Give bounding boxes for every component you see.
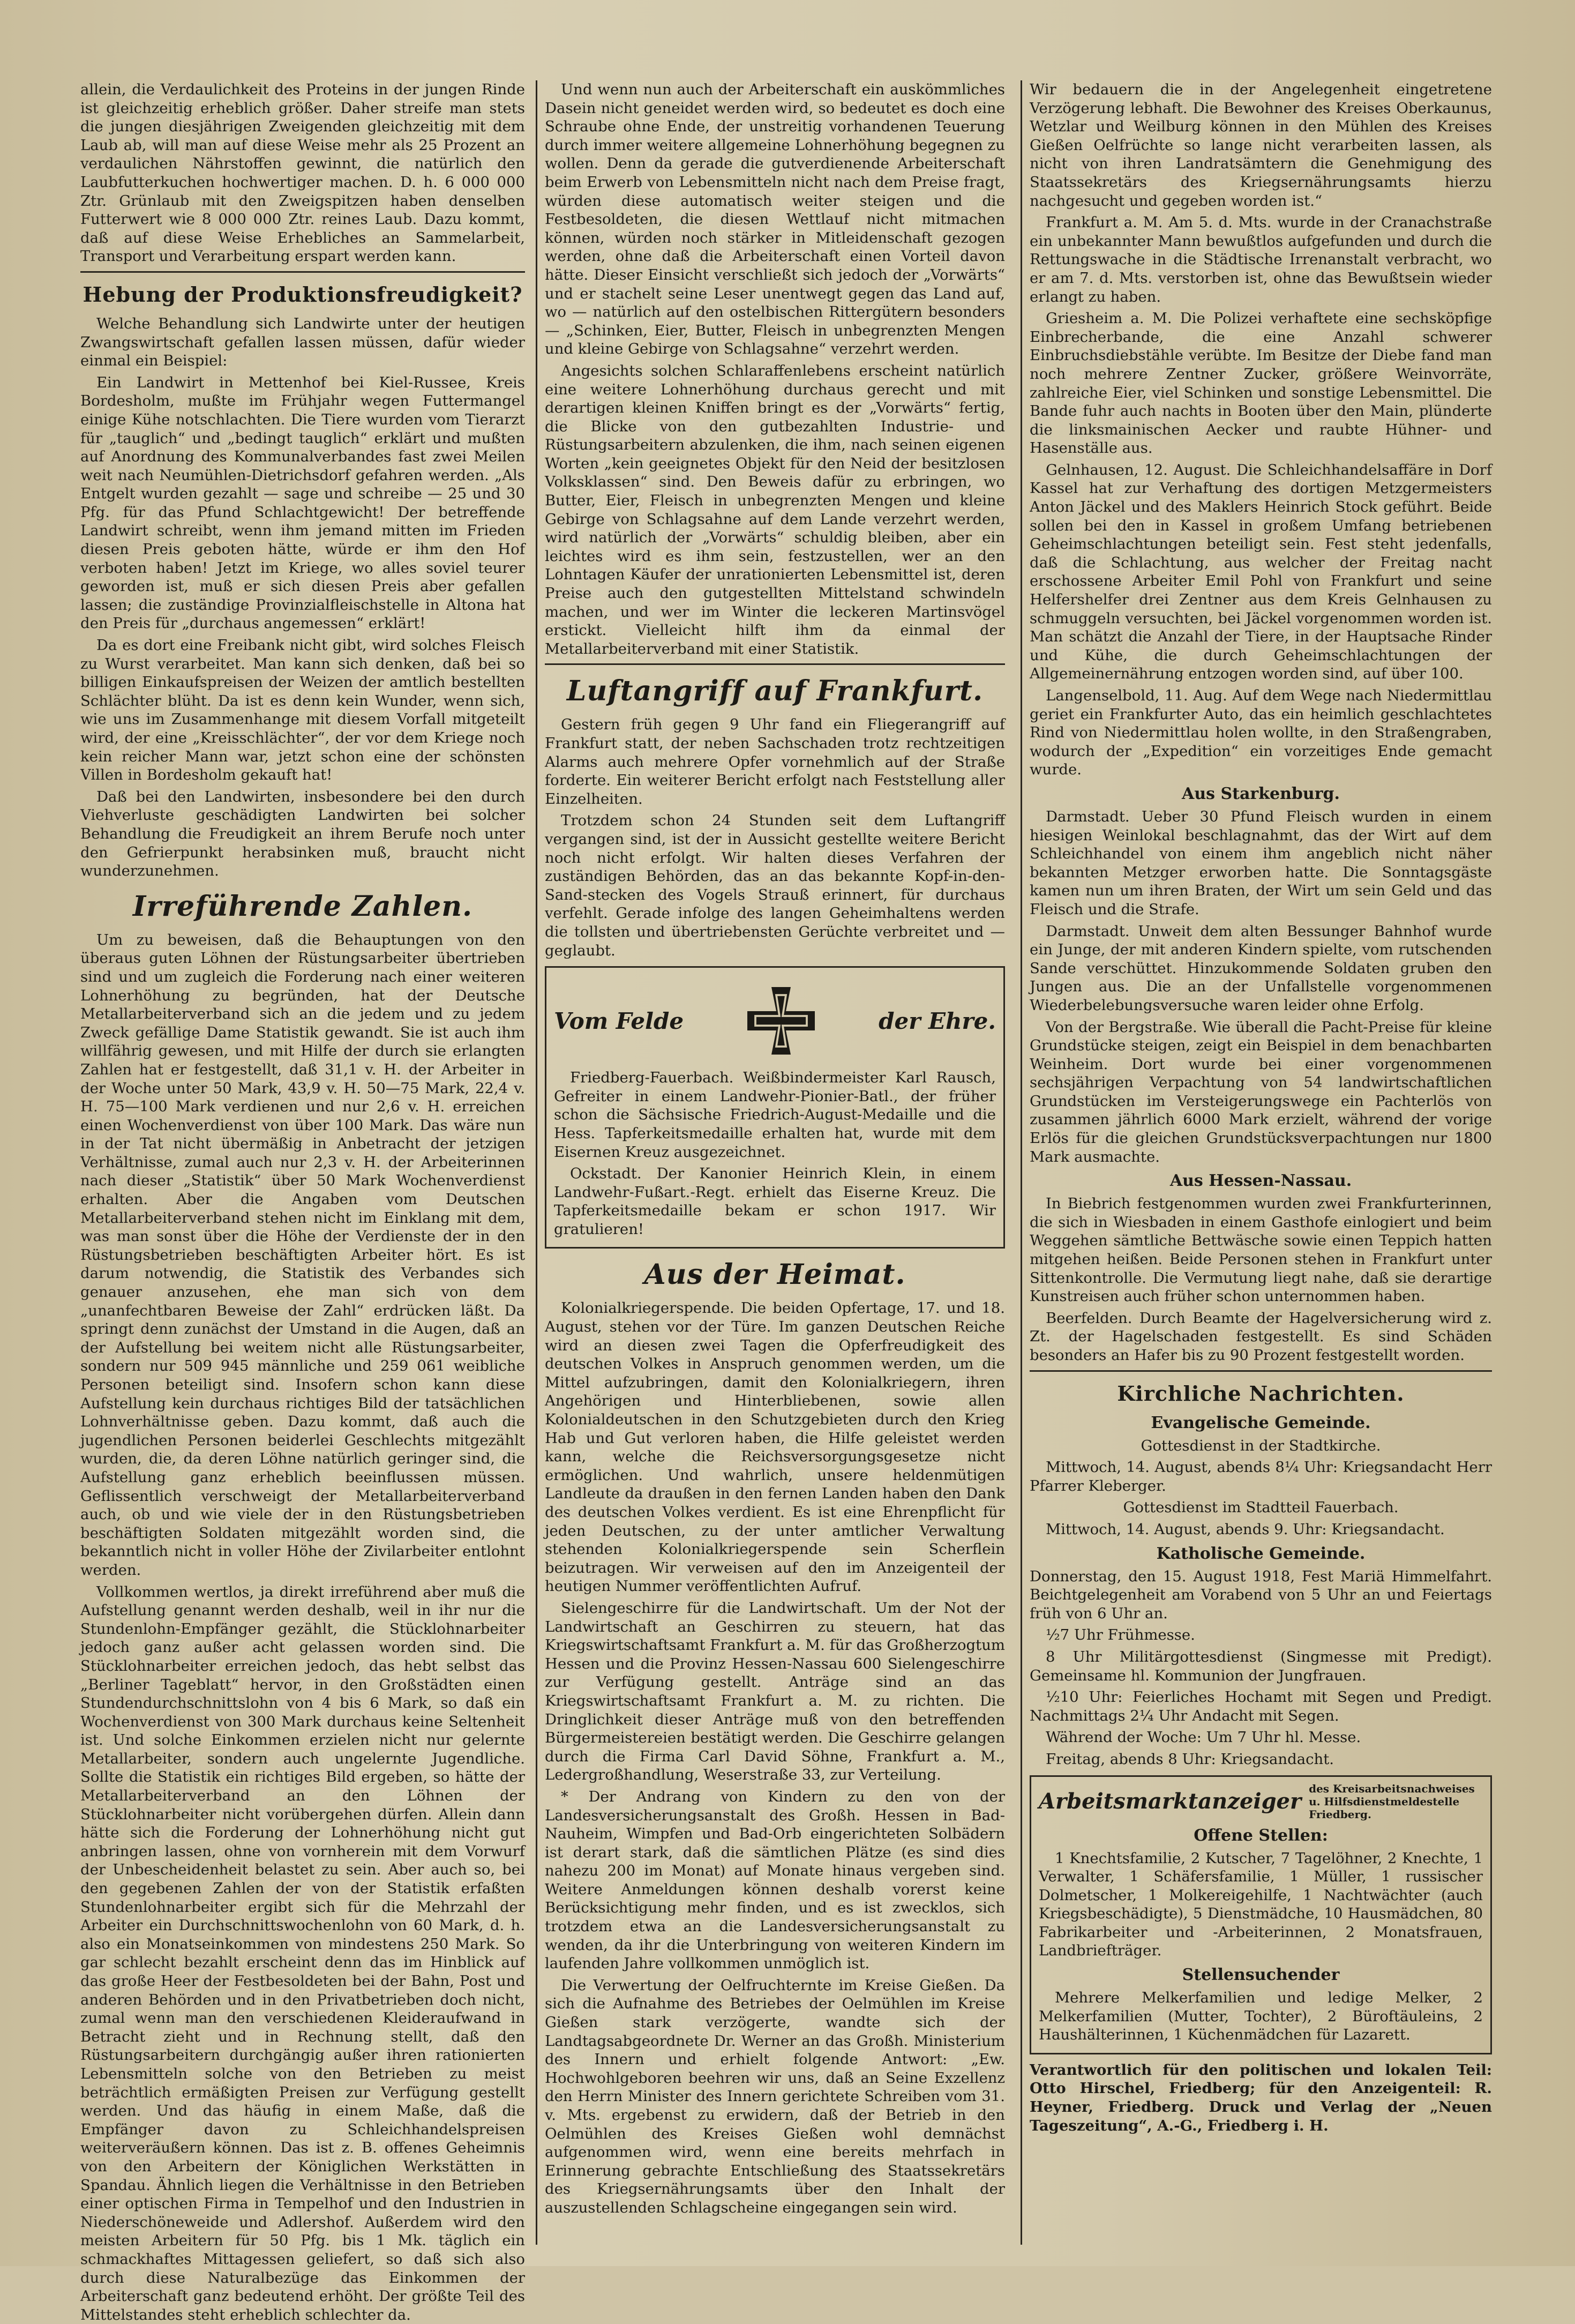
paragraph: Friedberg-Fauerbach. Weißbindermeister Karl Rausch, Gefreiter in einem Landwehr-Pionier-Batl., der früher schon die Sächsische Friedrich-August-Medaille und die Hess. Tapferkeitsmedaille erhalten hat, wurde mit dem Eisernen Kreuz ausgezeichnet. (554, 1069, 996, 1161)
labor-market-header (1039, 1782, 1483, 1821)
paragraph: Und wenn nun auch der Arbeiterschaft ein auskömmliches Dasein nicht geneidet werden wird, so bedeutet es doch eine Schraube ohne Ende, der unstreitig vorhandenen Teuerung durch immer weitere allgemeine Lohnerhöhung begegnen zu wollen. Denn da gerade die gutverdienende Arbeiterschaft beim Erwerb von Lebensmitteln nicht nach dem Preise fragt, würden diese automatisch weiter steigen und die Festbesoldeten, die diesen Wettlauf nicht mitmachen können, würden noch stärker in Mitleidenschaft gezogen werden, ohne daß die Arbeiterschaft einen Vorteil davon hätte. Dieser Einsicht verschließt sich jedoch der „Vorwärts“ und er stachelt seine Leser unentwegt gegen das Land auf, wo — natürlich auf den ostelbischen Rittergütern besonders — „Schinken, Eier, Butter, Fleisch in unbegrenzten Mengen und kleine Gebirge von Schlagsahne“ verzehrt werden. (545, 81, 1005, 358)
feld-title-left: Vom Felde (554, 1007, 684, 1034)
section-heading: Stellensuchender (1182, 1966, 1340, 1985)
labor-market-box (1030, 1775, 1492, 2054)
paragraph: Beerfelden. Durch Beamte der Hagelversicherung wird z. Zt. der Hagelschaden festgestellt. Es sind Schäden besonders an Hafer bis zu 90 Prozent festgestellt worden. (1030, 1309, 1492, 1364)
labor-market-title: Arbeitsmarktanzeiger (1039, 1789, 1302, 1814)
feld-title-right: der Ehre. (879, 1007, 996, 1034)
paragraph: * Der Andrang von Kindern zu den von der Landesversicherungsanstalt des Großh. Hessen in Bad-Nauheim, Wimpfen und Bad-Orb eingerichteten Solbädern ist derart stark, daß die sämtlichen Plätze (es sind dies nahezu 200 im Monat) auf Monate hinaus vergeben sind. Weitere Anmeldungen können deshalb vorerst keine Berücksichtigung mehr finden, und es ist zwecklos, sich trotzdem etwa an die Landesversicherungsanstalt zu wenden, da ihr die Unterbringung von weiteren Kindern im laufenden Jahre vollkommen unmöglich ist. (545, 1788, 1005, 1972)
paragraph: Griesheim a. M. Die Polizei verhaftete eine sechsköpfige Einbrecherbande, die eine Anzahl schwerer Einbruchsdiebstähle verübte. Im Besitze der Diebe fand man noch mehrere Zentner Zucker, größere Weinvorräte, zahlreiche Eier, viel Schinken und sonstige Lebensmittel. Die Bande fuhr auch nachts in Booten über den Main, plünderte die linksmainischen Aecker und raubte Hühner- und Hasenställe aus. (1030, 310, 1492, 457)
paragraph: Welche Behandlung sich Landwirte unter der heutigen Zwangswirtschaft gefallen lassen müssen, dafür wieder einmal ein Beispiel: (80, 315, 525, 370)
section-heading: Offene Stellen: (1194, 1826, 1328, 1845)
paragraph: Wir bedauern die in der Angelegenheit eingetretene Verzögerung lebhaft. Die Bewohner des Kreises Oberkaunus, Wetzlar und Weilburg können in den Mühlen des Kreises Gießen Oelfrüchte so lange nicht verarbeiten lassen, als nicht von ihren Landratsämtern die Genehmigung des Staatssekretärs des Kriegsernährungsamts hierzu nachgesucht und gegeben worden ist.“ (1030, 81, 1492, 210)
paragraph: Von der Bergstraße. Wie überall die Pacht-Preise für kleine Grundstücke steigen, zeigt ein Beispiel in dem benachbarten Weinheim. Dort wurde bei einer vorgenommenen sechsjährigen Verpachtung von 54 landwirtschaftlichen Grundstücken im Versteigerungswege ein Pachterlös von zusammen jährlich 6000 Mark erzielt, während der vorige Erlös für die gleichen Grundstücksverpachtungen nur 1800 Mark ausmachte. (1030, 1018, 1492, 1165)
paragraph: Mehrere Melkerfamilien und ledige Melker, 2 Melkerfamilien (Mutter, Tochter), 2 Büroftäuleins, 2 Haushälterinnen, 1 Küchenmädchen für Lazarett. (1039, 1989, 1483, 2044)
divider (545, 663, 1005, 665)
article-continuation: allein, die Verdaulichkeit des Proteins in der jungen Rinde ist gleichzeitig erheblich größer. Daher streife man stets die jungen diesjährigen Zweigenden gleichzeitig mit dem Laub ab, will man auf diese Weise mehr als 25 Prozent an verdaulichen Nährstoffen gewinnt, die natürlich den Laubfutterkuchen hochwertiger machen. D. h. 6 000 000 Ztr. Grünlaub mit den Zweigspitzen haben denselben Futterwert wie 8 000 000 Ztr. reines Laub. Dazu kommt, daß auf diese Weise Erhebliches an Sammelarbeit, Transport und Verarbeitung erspart werden kann. (80, 81, 525, 265)
church-line: 8 Uhr Militärgottesdienst (Singmesse mit Predigt). Gemeinsame hl. Kommunion der Jungfrauen. (1030, 1648, 1492, 1684)
headline: Irreführende Zahlen. (132, 890, 473, 923)
paragraph: Daß bei den Landwirten, insbesondere bei den durch Viehverluste geschädigten Landwirten bei solcher Behandlung die Freudigkeit an ihrem Berufe noch unter den Gefrierpunkt herabsinken muß, braucht nicht wunderzunehmen. (80, 788, 525, 880)
paragraph: Trotzdem schon 24 Stunden seit dem Luftangriff vergangen sind, ist der in Aussicht gestellte weitere Bericht noch nicht erfolgt. Wir halten dieses Verfahren der zuständigen Behörden, das an das bekannte Kopf-in-den-Sand-stecken des Vogels Strauß erinnert, für durchaus verfehlt. Gerade infolge des langen Geheimhaltens werden die tollsten und übertriebensten Gerüchte verbreitet und — geglaubt. (545, 812, 1005, 959)
divider (80, 271, 525, 273)
imprint: Verantwortlich für den politischen und lokalen Teil: Otto Hirschel, Friedberg; für den Anzeigenteil: R. Heyner, Friedberg. Druck und Verlag der „Neuen Tageszeitung“, A.-G., Friedberg i. H. (1030, 2061, 1492, 2134)
column-middle (536, 80, 1012, 2245)
paragraph: Gestern früh gegen 9 Uhr fand ein Fliegerangriff auf Frankfurt statt, der neben Sachschaden trotz rechtzeitigen Alarms auch mehrere Opfer vornehmlich auf der Straße forderte. Ein weiterer Bericht erfolgt nach Feststellung aller Einzelheiten. (545, 716, 1005, 808)
headline: Aus der Heimat. (644, 1258, 906, 1291)
paragraph: Sielengeschirre für die Landwirtschaft. Um der Not der Landwirtschaft an Geschirren zu steuern, hat das Kriegswirtschaftsamt Frankfurt a. M. für das Großherzogtum Hessen und die Provinz Hessen-Nassau 600 Sielengeschirre zur Verfügung gestellt. Anträge sind an das Kriegswirtschaftsamt Frankfurt a. M. zu richten. Die Dringlichkeit dieser Anträge muß von den betreffenden Bürgermeistereien bestätigt werden. Die Geschirre gelangen durch die Firma Carl David Söhne, Frankfurt a. M., Ledergroßhandlung, Weserstraße 33, zur Verteilung. (545, 1599, 1005, 1784)
headline: Hebung der Produktionsfreudigkeit? (82, 282, 523, 307)
headline: Luftangriff auf Frankfurt. (566, 675, 984, 708)
church-news-title: Kirchliche Nachrichten. (1117, 1381, 1405, 1406)
paragraph: Darmstadt. Unweit dem alten Bessunger Bahnhof wurde ein Junge, der mit anderen Kindern spielte, vom rutschenden Sande verschüttet. Hinzukommende Soldaten gruben den Jungen aus. Die an der Unfallstelle vorgenommenen Wiederbelebungsversuche waren leider ohne Erfolg. (1030, 922, 1492, 1014)
paragraph: Langenselbold, 11. Aug. Auf dem Wege nach Niedermittlau geriet ein Frankfurter Auto, das ein heimlich geschlachtetes Rind von Niedermittlau holen wollte, in den Straßengraben, wodurch der „Expedition“ ein vorzeitiges Ende gemacht wurde. (1030, 687, 1492, 779)
church-line: ½10 Uhr: Feierliches Hochamt mit Segen und Predigt. Nachmittags 2¼ Uhr Andacht mit Segen. (1030, 1688, 1492, 1724)
paragraph: Darmstadt. Ueber 30 Pfund Fleisch wurden in einem hiesigen Weinlokal beschlagnahmt, das der Wirt auf dem Schleichhandel von einem ihm angeblich nicht näher bekannten Metzger erworben hatte. Die Sonntagsgäste kamen nun um ihren Braten, der Wirt um sein Geld und das Fleisch und die Strafe. (1030, 808, 1492, 918)
paragraph: Vollkommen wertlos, ja direkt irreführend aber muß die Aufstellung genannt werden deshalb, weil in ihr nur die Stundenlohn-Empfänger gezählt, die Stücklohnarbeiter jedoch ganz außer acht gelassen worden sind. Die Stücklohnarbeiter erreichen jedoch, das hebt selbst das „Berliner Tageblatt“ hervor, in den Großstädten einen Stundendurchschnittslohn von 4 bis 6 Mark, so daß ein Wochenverdienst von 300 Mark durchaus keine Seltenheit ist. Und solche Einkommen erzielen nicht nur gelernte Metallarbeiter, sondern auch ungelernte Jugendliche. Sollte die Statistik ein richtiges Bild ergeben, so hätte der Metallarbeiterverband an den Löhnen der Stücklohnarbeiter nicht vorübergehen dürfen. Allein dann hätte sich die Forderung der Lohnerhöhung nicht gut anbringen lassen, ohne von vornherein mit dem Vorwurf der Unbescheidenheit belastet zu sein. Aber auch so, bei den gegebenen Zahlen der von der Statistik erfaßten Stundenlohnarbeiter ergibt sich für die Mehrzahl der Arbeiter ein Durchschnittswochenlohn von 60 Mark, d. h. also ein Monatseinkommen von mindestens 250 Mark. So gar schlecht bezahlt erscheint denn das im Hinblick auf das große Heer der Festbesoldeten bei der Bahn, Post und anderen Behörden und in den Privatbetrieben doch nicht, zumal wenn man den verschiedenen Kleideraufwand in Betracht zieht und in Rechnung stellt, daß den Rüstungsarbeitern durchgängig außer ihren rationierten Lebensmitteln solche von den Betrieben zu meist beträchtlich ermäßigten Preisen zur Verfügung gestellt werden. Und das häufig in einem Maße, daß die Empfänger davon zu Schleichhandelspreisen weiterveräußern können. Das ist z. B. offenes Geheimnis von den Arbeitern der Königlichen Werkstätten in Spandau. Ähnlich liegen die Verhältnisse in den Betrieben einer optischen Firma in Tempelhof und den Industrien in Niederschöneweide und Adlershof. Außerdem wird den meisten Arbeitern für 50 Pfg. bis 1 Mk. täglich ein schmackhaftes Mittagessen geliefert, so daß sich also durch diese Naturalbezüge das Einkommen der Arbeiterschaft ganz bedeutend erhöht. Der größte Teil des Mittelstandes steht erheblich schlechter da. (80, 1583, 525, 2323)
church-line: Während der Woche: Um 7 Uhr hl. Messe. (1046, 1729, 1361, 1746)
church-line: ½7 Uhr Frühmesse. (1046, 1626, 1195, 1644)
church-line: Mittwoch, 14. August, abends 9. Uhr: Kriegsandacht. (1046, 1520, 1445, 1538)
feld-der-ehre-box (545, 966, 1005, 1249)
feld-der-ehre-header (554, 981, 996, 1061)
paragraph: Kolonialkriegerspende. Die beiden Opfertage, 17. und 18. August, stehen vor der Türe. Im ganzen Deutschen Reiche wird an diesen zwei Tagen die Opferfreudigkeit des deutschen Volkes in Anspruch genommen werden, um die Mittel aufzubringen, damit den Kolonialkriegern, ihren Angehörigen und Hinterbliebenen, sowie allen Kolonialdeutschen in den Schutzgebieten durch den Krieg Hab und Gut verloren haben, die Hilfe geleistet werden kann, welche die Reichsversorgungsgesetze nicht ermöglichen. Und wahrlich, unsere heldenmütigen Landleute da draußen in den fernen Landen haben den Dank des deutschen Volkes verdient. Es ist eine Ehrenpflicht für jeden Deutschen, zu der unter amtlicher Verwaltung stehenden Kolonialkriegerspende sein Scherflein beizutragen. Wir verweisen auf den im Anzeigenteil der heutigen Nummer veröffentlichten Aufruf. (545, 1299, 1005, 1595)
labor-market-subtitle: des Kreisarbeitsnachweises u. Hilfsdienstmeldestelle Friedberg. (1309, 1782, 1475, 1821)
paragraph: Ockstadt. Der Kanonier Heinrich Klein, in einem Landwehr-Fußart.-Regt. erhielt das Eiserne Kreuz. Die Tapferkeitsmedaille bekam er schon 1917. Wir gratulieren! (554, 1165, 996, 1238)
church-line: Gottesdienst in der Stadtkirche. (1141, 1437, 1381, 1454)
church-line: Donnerstag, den 15. August 1918, Fest Mariä Himmelfahrt. Beichtgelegenheit am Vorabend von 5 Uhr an und Feiertags früh von 6 Uhr an. (1030, 1567, 1492, 1622)
church-subheading: Evangelische Gemeinde. (1151, 1413, 1371, 1432)
column-left (80, 80, 530, 2323)
divider (1030, 1370, 1492, 1372)
paragraph: In Biebrich festgenommen wurden zwei Frankfurterinnen, die sich in Wiesbaden in einem Gasthofe einlogiert und beim Weggehen sämtliche Bettwäsche sowie einen Teppich hatten mitgehen heißen. Beide Personen stehen in Frankfurt unter Sittenkontrolle. Die Vermutung liegt nahe, daß sie derartige Kunstreisen auch früher schon unternommen haben. (1030, 1195, 1492, 1305)
church-line: Gottesdienst im Stadtteil Fauerbach. (1123, 1499, 1399, 1516)
paragraph: Die Verwertung der Oelfruchternte im Kreise Gießen. Da sich die Aufnahme des Betriebes der Oelmühlen im Kreise Gießen stark verzögerte, wandte sich der Landtagsabgeordnete Dr. Werner an das Großh. Ministerium des Innern und erhielt folgende Antwort: „Ew. Hochwohlgeboren beehren wir uns, daß an Seine Exzellenz den Herrn Minister des Innern gerichtete Schreiben vom 31. v. Mts. ergebenst zu erwidern, daß der Betrieb in den Oelmühlen des Kreises Gießen wohl demnächst aufgenommen wird, wenn eine bereits mehrfach in Erinnerung gebrachte Entschließung des Staatssekretärs des Kriegsernährungsamts über den Inhalt der auszustellenden Schlagscheine eingegangen sein wird. (545, 1976, 1005, 2216)
paragraph: Um zu beweisen, daß die Behauptungen von den überaus guten Löhnen der Rüstungsarbeiter übertrieben sind und um zugleich die Forderung nach einer weiteren Lohnerhöhung zu begründen, hat der Deutsche Metallarbeiterverband sich an die jedem und zu jedem Zweck gefällige Dame Statistik gewandt. Sie ist auch ihm willfährig gewesen, und mit Hilfe der durch sie erlangten Zahlen hat er festgestellt, daß 31,1 v. H. der Arbeiter in der Woche unter 50 Mark, 43,9 v. H. 50—75 Mark, 22,4 v. H. 75—100 Mark verdienen und nur 2,6 v. H. erreichen einen Wochenverdienst von über 100 Mark. Das wäre nun in der Tat nicht übermäßig in Anbetracht der jetzigen Verhältnisse, zumal auch nur 2,3 v. H. der Arbeiterinnen nach dieser „Statistik“ über 50 Mark Wochenverdienst erhalten. Aber die Angaben vom Deutschen Metallarbeiterverband stehen nicht im Einklang mit dem, was man sonst über die Höhe der Verdienste der in den Rüstungsbetrieben beschäftigten Arbeiter hört. Es ist darum notwendig, die Statistik des Verbandes sich genauer anzusehen, ehe man sich von dem „unanfechtbaren Beweise der Zahl“ erdrücken läßt. Da springt denn zunächst der Umstand in die Augen, daß an der Aufstellung bei weitem nicht alle Rüstungsarbeiter, sondern nur 509 945 männliche und 259 061 weibliche Personen beteiligt sind. Insofern schon kann diese Aufstellung kein durchaus richtiges Bild der tatsächlichen Lohnverhältnisse geben. Dazu kommt, daß auch die jugendlichen Personen beiderlei Geschlechts mitgezählt wurden, die, da deren Löhne natürlich geringer sind, die Aufstellung ganz erheblich beeinflussen müssen. Geflissentlich verschweigt der Metallarbeiterverband auch, ob und wie viele der in den Rüstungsbetrieben beschäftigten Soldaten mitgezählt worden sind, die bekanntlich nicht in voller Höhe der Zivilarbeiter entlohnt werden. (80, 931, 525, 1579)
church-line: Mittwoch, 14. August, abends 8¼ Uhr: Kriegsandacht Herr Pfarrer Kleberger. (1030, 1459, 1492, 1494)
iron-cross-icon (741, 981, 821, 1061)
paragraph: 1 Knechtsfamilie, 2 Kutscher, 7 Tagelöhner, 2 Knechte, 1 Verwalter, 1 Schäfersfamilie, 1 Müller, 1 russischer Dolmetscher, 1 Molkereigehilfe, 1 Nachtwächter (auch Kriegsbeschädigte), 5 Dienstmädche, 10 Hausmädchen, 80 Fabrikarbeiter und -Arbeiterinnen, 2 Monatsfrauen, Landbriefträger. (1039, 1849, 1483, 1960)
column-right (1021, 80, 1492, 2245)
section-heading: Aus Hessen-Nassau. (1169, 1171, 1352, 1191)
paragraph: Ein Landwirt in Mettenhof bei Kiel-Russee, Kreis Bordesholm, mußte im Frühjahr wegen Futtermangel einige Kühe notschlachten. Die Tiere wurden vom Tierarzt für „tauglich“ und „bedingt tauglich“ erklärt und mußten auf Anordnung des Kommunalverbandes fast zwei Meilen weit nach Neumühlen-Dietrichsdorf gefahren werden. „Als Entgelt wurden gezahlt — sage und schreibe — 25 und 30 Pfg. für das Pfund Schlachtgewicht! Der betreffende Landwirt schreibt, wenn ihm jemand mitten im Frieden diesen Preis geboten hätte, würde er ihm den Hof verboten haben! Jetzt im Kriege, wo alles soviel teurer geworden ist, muß er sich diesen Preis aber gefallen lassen; die zuständige Provinzialfleischstelle in Altona hat den Preis für „durchaus angemessen“ erklärt! (80, 373, 525, 632)
church-line: Freitag, abends 8 Uhr: Kriegsandacht. (1046, 1750, 1334, 1768)
paragraph: Frankfurt a. M. Am 5. d. Mts. wurde in der Cranachstraße ein unbekannter Mann bewußtlos aufgefunden und durch die Rettungswache in die Städtische Irrenanstalt verbracht, wo er am 7. d. Mts. verstorben ist, ohne das Bewußtsein wieder erlangt zu haben. (1030, 214, 1492, 305)
paragraph: Angesichts solchen Schlaraffenlebens erscheint natürlich eine weitere Lohnerhöhung durchaus gerecht und mit derartigen kleinen Kniffen bringt es der „Vorwärts“ fertig, die Blicke von den gutbezahlten Industrie- und Rüstungsarbeitern abzulenken, die ihm, nach seinen eigenen Worten „kein geeignetes Objekt für den Neid der besitzlosen Volksklassen“ sind. Den Beweis dafür zu erbringen, wo Butter, Eier, Fleisch in unbegrenzten Mengen und kleine Gebirge von Schlagsahne auf dem Lande verzehrt werden, wird natürlich der „Vorwärts“ schuldig bleiben, aber ein leichtes wird es ihm sein, festzustellen, wer an den Lohntagen Käufer der unrationierten Lebensmittel ist, deren Preise auch den gutgestellten Mittelstand schwindeln machen, und wer im Winter die leckeren Martinsvögel erstickt. Vielleicht hilft ihm da einmal der Metallarbeiterverband mit einer Statistik. (545, 362, 1005, 657)
section-heading: Aus Starkenburg. (1182, 784, 1340, 803)
church-subheading: Katholische Gemeinde. (1156, 1544, 1366, 1563)
paragraph: Da es dort eine Freibank nicht gibt, wird solches Fleisch zu Wurst verarbeitet. Man kann sich denken, daß bei so billigen Einkaufspreisen der Weizen der amtlich bestellten Schlächter blüht. Da ist es denn kein Wunder, wenn sich, wie uns im Zusammenhange mit diesem Vorfall mitgeteilt wird, der eine „Kreisschlächter“, der vor dem Kriege noch kein reicher Mann war, jetzt schon eine der schönsten Villen in Bordesholm gekauft hat! (80, 637, 525, 784)
paragraph: Gelnhausen, 12. August. Die Schleichhandelsaffäre in Dorf Kassel hat zur Verhaftung des dortigen Metzgermeisters Anton Jäckel und des Maklers Heinrich Stock geführt. Beide sollen bei den in Kassel in großem Umfang betriebenen Geheimschlachtungen beteiligt sein. Fest steht jedenfalls, daß die Schlachtung, aus welcher der Freitag nacht erschossene Arbeiter Emil Pohl von Frankfurt und seine Helfershelfer drei Zentner aus dem Kreis Gelnhausen zu schmuggeln versuchten, bei Jäckel vorgenommen worden ist. Man schätzt die Anzahl der Tiere, in der Hauptsache Rinder und Kühe, die durch Geheimschlachtungen der Allgemeinernährung entzogen worden sind, auf über 100. (1030, 461, 1492, 683)
